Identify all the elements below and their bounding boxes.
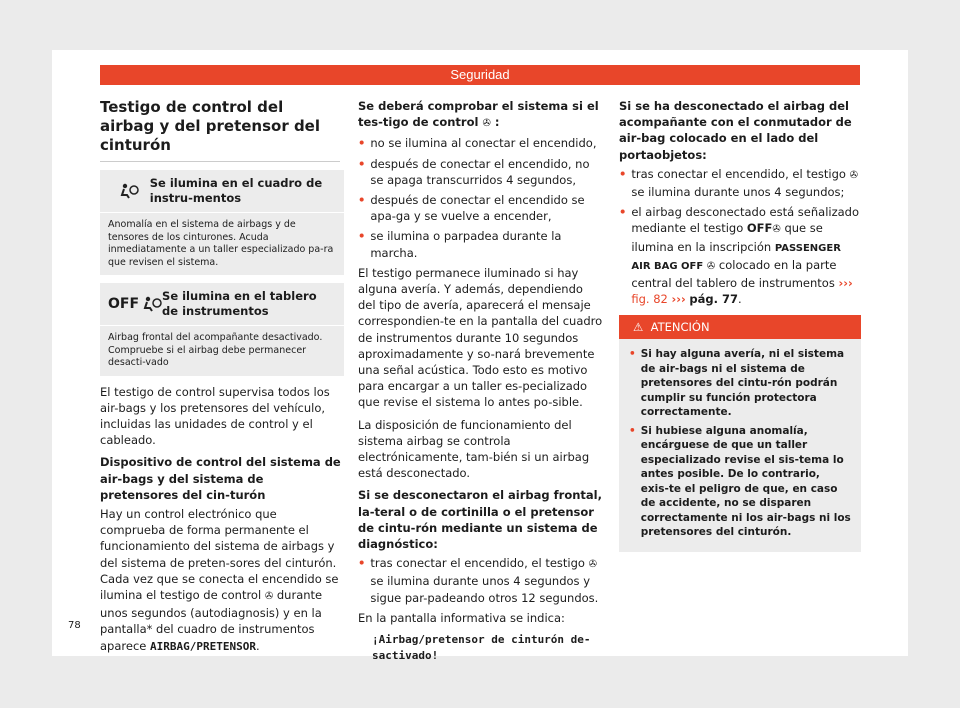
column-1 [100, 98, 344, 661]
subheading: Se deberá comprobar el sistema si el tes-tigo de control ✇ : [358, 98, 604, 132]
list-item: • Si hay alguna avería, ni el sistema de air-bags ni el sistema de pretensores del cintu-rón podrán cumplir su función protectora correctamente. [629, 348, 845, 419]
paragraph: El testigo de control supervisa todos los air-bags y los pretensores del vehículo, incluidas las unidades de control y el cableado. [100, 384, 330, 448]
warning-triangle-icon: ⚠ [633, 320, 644, 335]
info-box-body: Anomalía en el sistema de airbags y de tensores de los cinturones. Acuda inmediatamente a un taller especializado pa-ra que revisen el sistema. [100, 212, 344, 275]
paragraph: Hay un control electrónico que comprueba de forma permanente el funcionamiento del sistema de airbags y del sistema de preten-sores del cinturón. Cada vez que se conecta el encendido se ilumina el testigo de control ✇ durante unos segundos (autodiagnosis) y en la pantalla* del cuadro de instrumentos aparece AIRBAG/PRETENSOR. [100, 506, 339, 653]
section-header: Seguridad [100, 65, 860, 85]
page-number: 78 [68, 620, 81, 631]
subheading: Si se ha desconectado el airbag del acompañante con el conmutador de air-bag colocado en el lado del portaobjetos: [619, 99, 852, 162]
info-box-body: Airbag frontal del acompañante desactivado. Compruebe si el airbag debe permanecer desacti-vado [100, 325, 344, 376]
list-item: • no se ilumina al conectar el encendido, [358, 136, 597, 151]
airbag-icon: ✇ [588, 559, 597, 571]
airbag-icon: ✇ [849, 169, 858, 181]
off-label: OFF [746, 221, 773, 236]
warning-header: ⚠ ATENCIÓN [619, 315, 861, 339]
off-label: OFF [108, 295, 140, 312]
list-item: • tras conectar el encendido, el testigo ✇ se ilumina durante unos 4 segundos y sigue par-padeando otros 12 segundos. [358, 556, 599, 605]
airbag-icon: ✇ [772, 224, 781, 236]
display-message: ¡Airbag/pretensor de cinturón de-sactivado! [372, 633, 591, 663]
passenger-airbag-label: PASSENGER AIR BAG OFF [631, 242, 841, 272]
list-item: • después de conectar el encendido, no se apaga transcurridos 4 segundos, [358, 156, 590, 187]
airbag-message: AIRBAG/PRETENSOR [150, 639, 256, 653]
reference-arrow: ››› [838, 276, 853, 291]
reference-arrow: ››› [671, 292, 686, 307]
paragraph: En la pantalla informativa se indica: [358, 610, 565, 625]
airbag-icon: ✇ [264, 590, 274, 602]
warning-box [619, 315, 861, 552]
section-title: Testigo de control del airbag y del pretensor del cinturón [100, 98, 340, 162]
airbag-off-icon [108, 296, 162, 312]
column-2 [358, 98, 604, 671]
list-item: • se ilumina o parpadea durante la marcha. [358, 229, 562, 260]
subheading: Si se desconectaron el airbag frontal, la-teral o de cortinilla o el pretensor de cintu-rón mediante un sistema de diagnóstico: [358, 488, 602, 552]
list-item: • después de conectar el encendido se apa-ga y se vuelve a encender, [358, 193, 585, 224]
page-link[interactable]: pág. 77 [689, 292, 738, 307]
subheading: Dispositivo de control del sistema de air-bags y del sistema de pretensores del cin-turón [100, 455, 341, 502]
info-box-dashboard [100, 283, 344, 376]
info-box-instrument-cluster [100, 170, 344, 275]
airbag-icon [108, 183, 150, 199]
list-item: • Si hubiese alguna anomalía, encárguese de que un taller especializado revise el sis-tema lo antes posible. De lo contrario, exis-te el peligro de que, en caso de accidente, no se disparen correctamente ni los air-bags ni los pretensores del cinturón. [629, 424, 851, 539]
figure-link[interactable]: fig. 82 [631, 292, 668, 307]
list-item: • el airbag desconectado está señalizado mediante el testigo OFF✇ que se ilumina en la inscripción PASSENGER AIR BAG OFF ✇ colocado en la parte central del tablero de instrumentos ››› fig. 82 ››› pág. 77. [619, 205, 860, 307]
paragraph: El testigo permanece iluminado si hay alguna avería. Y además, dependiendo del tipo de avería, aparecerá el mensaje correspondien-te en la pantalla del cuadro de instrumentos durante 10 segundos aproximadamente y so-nará brevemente una señal acústica. Todo esto es motivo para encargar a un taller es-pecializado que revise el sistema lo antes po-sible. [358, 265, 603, 410]
column-3 [619, 98, 861, 552]
info-box-title: Se ilumina en el cuadro de instru-mentos [149, 176, 323, 205]
airbag-icon: ✇ [482, 118, 491, 130]
paragraph: La disposición de funcionamiento del sistema airbag se controla electrónicamente, tam-bién si un airbag está desconectado. [358, 417, 590, 481]
warning-body [619, 339, 861, 552]
list-item: • tras conectar el encendido, el testigo ✇ se ilumina durante unos 4 segundos; [619, 166, 858, 200]
info-box-title: Se ilumina en el tablero de instrumentos [162, 289, 317, 318]
airbag-icon: ✇ [706, 260, 716, 272]
